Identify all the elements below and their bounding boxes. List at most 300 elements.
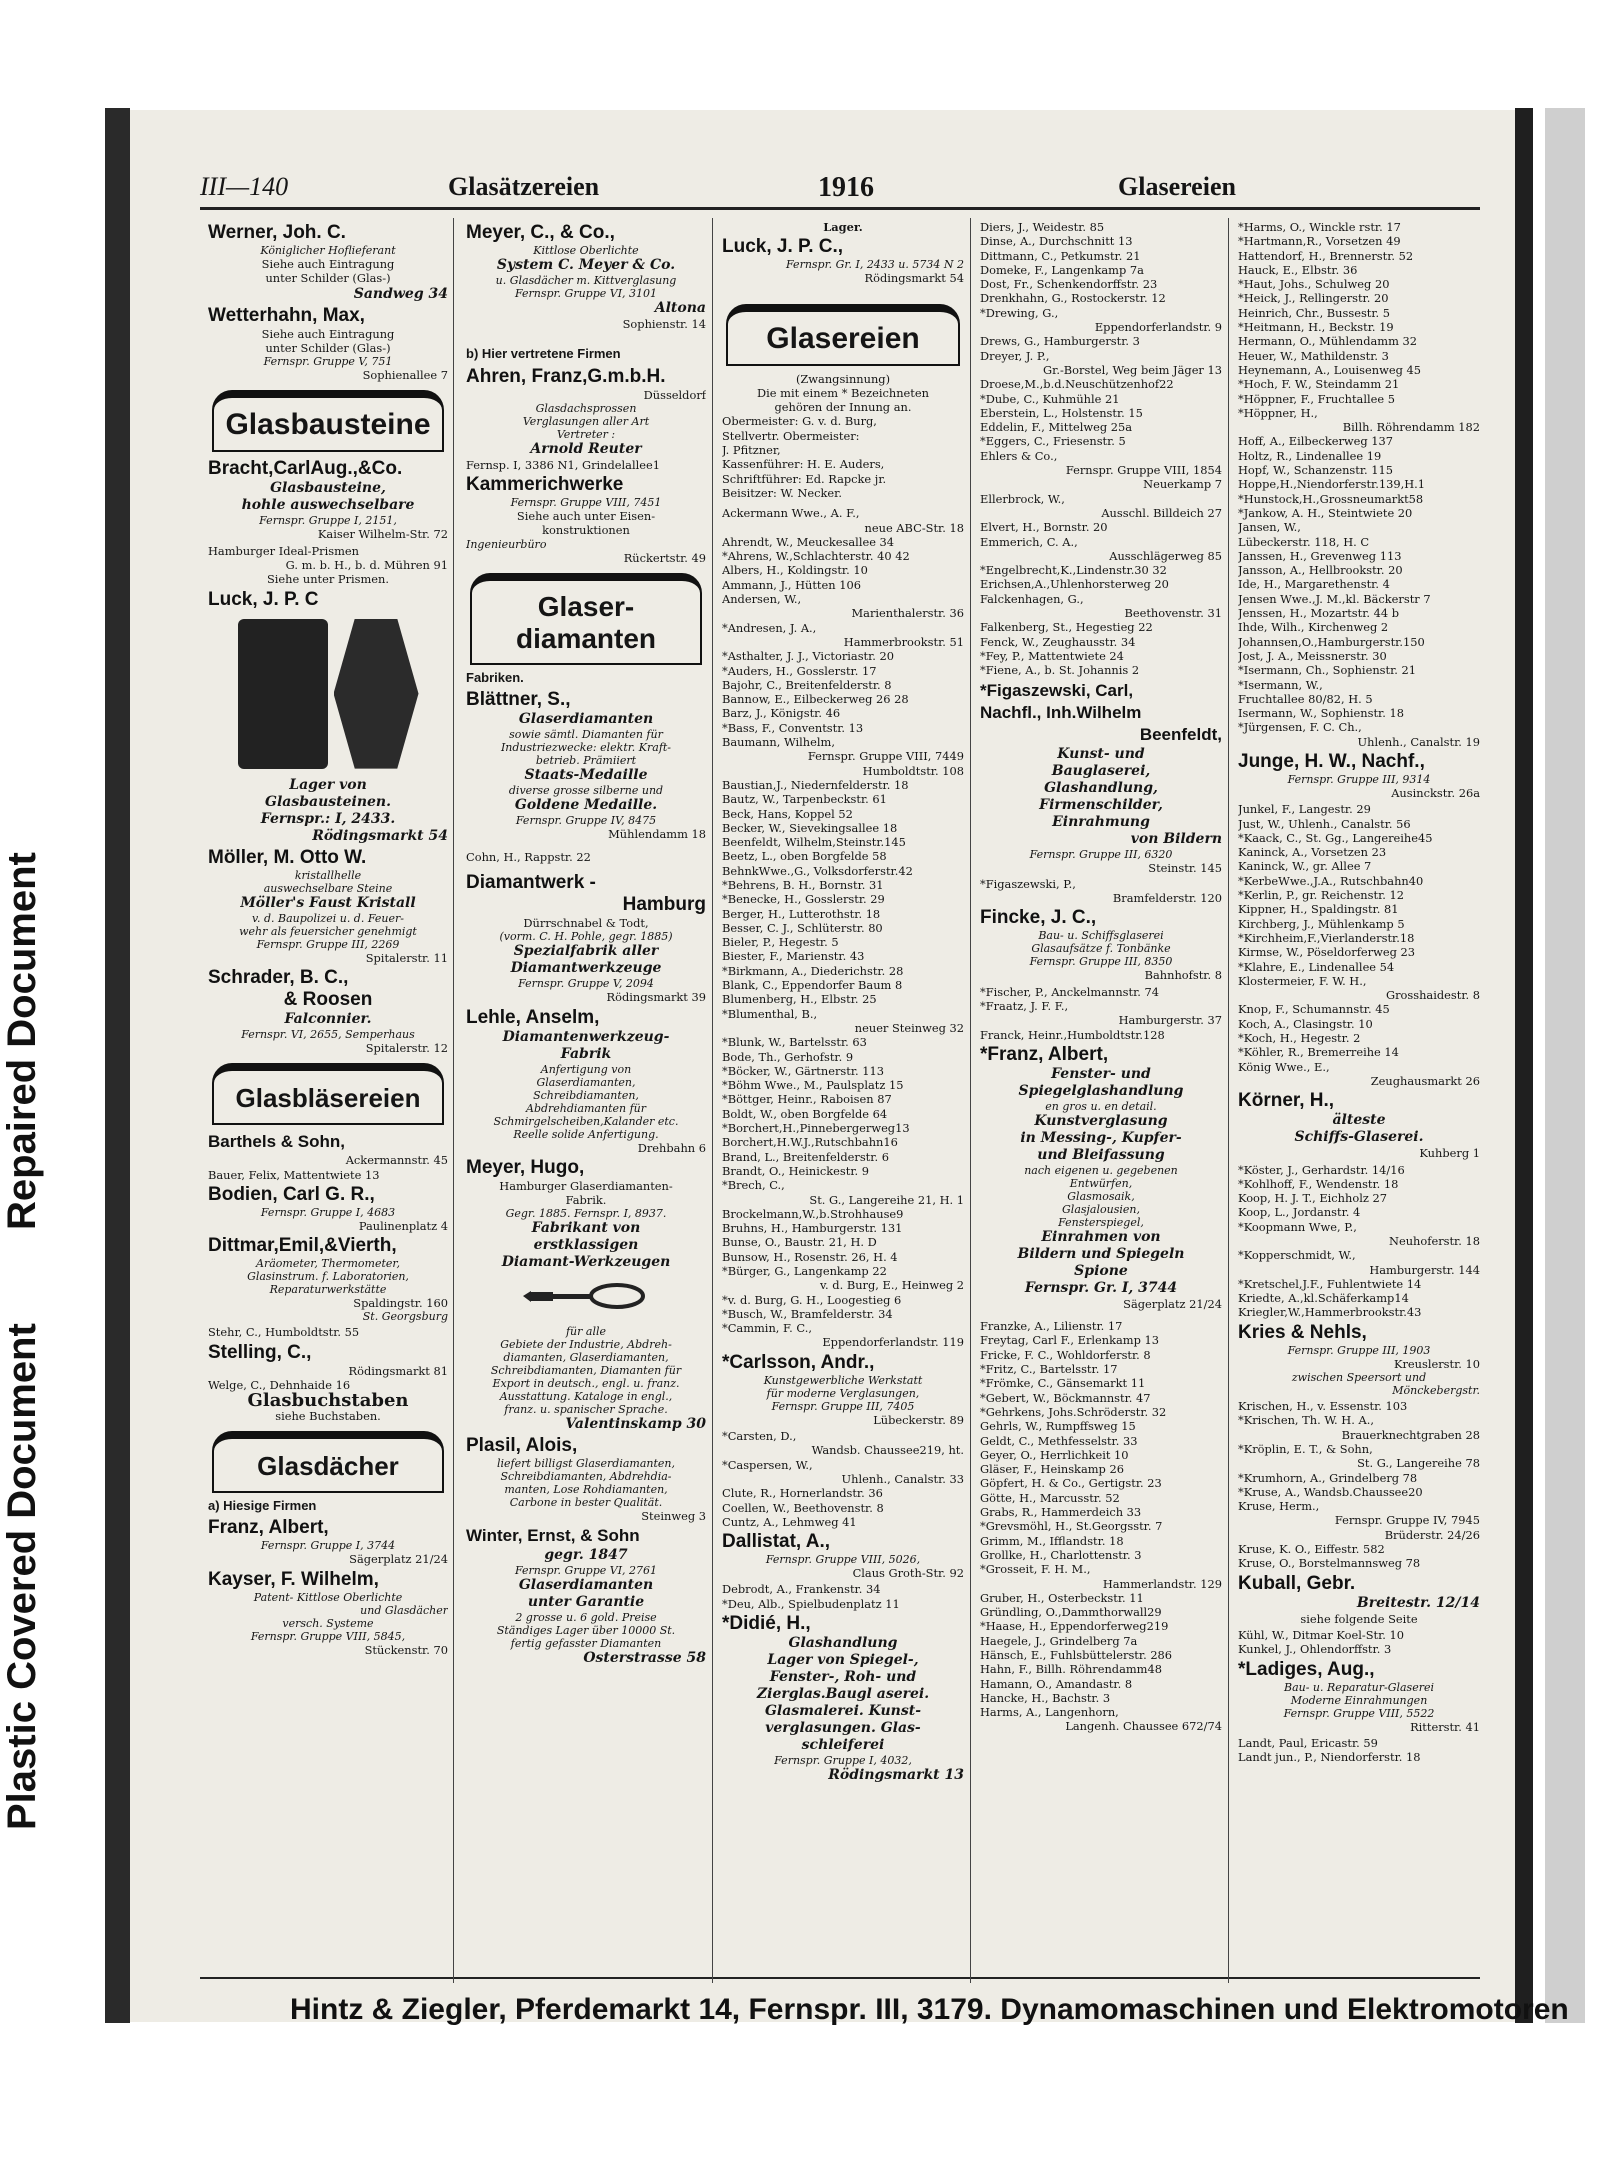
entry-detail: betrieb. Prämiiert: [535, 754, 637, 768]
entry-detail: v. d. Baupolizei u. d. Feuer-: [252, 911, 404, 925]
list-item: Ahrendt, W., Meuckesallee 34: [722, 534, 895, 549]
entry-name: Bracht,CarlAug.,&Co.: [208, 458, 403, 480]
entry-detail: Moderne Einrahmungen: [1290, 1693, 1428, 1707]
list-item: *Cammin, F. C.,: [722, 1321, 812, 1336]
list-item: Kippner, H., Spaldingstr. 81: [1238, 902, 1399, 917]
list-item: Hoff, A., Eilbeckerweg 137: [1238, 434, 1394, 449]
entry-phone: Fernspr. Gruppe VI, 2761: [514, 1564, 658, 1578]
entry-ideal-prismen: [208, 544, 448, 587]
list-item: Kaninck, W., gr. Allee 7: [1238, 859, 1372, 874]
list-item: Hopf, W., Schanzenstr. 115: [1238, 463, 1394, 478]
entry-address: Sophienallee 7: [362, 368, 448, 383]
list-item: Hoppe,H.,Niendorferstr.139,H.1: [1238, 477, 1425, 492]
list-item: Albers, H., Koldingstr. 10: [722, 563, 868, 578]
list-item: St. G., Langereihe 21, H. 1: [809, 1192, 964, 1207]
list-item: Beck, Hans, Koppel 52: [722, 806, 853, 821]
list-item: Drews, G., Hamburgerstr. 3: [980, 334, 1140, 349]
column-1: [208, 220, 448, 1985]
entry-detail: kristallhelle: [294, 868, 362, 882]
entry-detail: Verglasungen aller Art: [522, 414, 650, 428]
list-item: Uhlenh., Canalstr. 19: [1357, 734, 1480, 749]
entry-detail: Anfertigung von: [540, 1062, 632, 1076]
entry-name: Nachfl., Inh.Wilhelm: [980, 702, 1142, 722]
list-item: Dreyer, J. P.,: [980, 348, 1050, 363]
entry-detail: Lager von: [289, 776, 367, 793]
entry-detail: St. Georgsburg: [362, 1310, 448, 1324]
entry-stehr: Stehr, C., Humboldtstr. 55: [208, 1325, 360, 1340]
entry-phone: Fernspr. Gruppe III, 1903: [1287, 1343, 1431, 1357]
list-item: Marienthalerstr. 36: [851, 606, 964, 621]
entry-name: Kries & Nehls,: [1238, 1321, 1367, 1343]
entry-detail: Falconnier.: [284, 1010, 372, 1027]
glaziers-list: [1238, 1628, 1480, 1657]
list-item: Dittmann, C., Petkumstr. 21: [980, 248, 1141, 263]
entry-detail: Lager von Spiegel-,: [767, 1652, 919, 1669]
list-item: Knop, F., Schumannstr. 45: [1238, 1002, 1390, 1017]
list-item: Falckenhagen, G.,: [980, 591, 1084, 606]
list-item: Blumenberg, H., Elbstr. 25: [722, 992, 877, 1007]
entry-detail: älteste: [1332, 1112, 1386, 1129]
entry-detail: Glaserdiamanten: [518, 711, 654, 728]
list-item: *Harms, O., Winckle rstr. 17: [1238, 220, 1401, 234]
list-item: J. Pfitzner,: [722, 443, 781, 458]
list-item: *Kretschel,J.F., Fuhlentwiete 14: [1238, 1276, 1422, 1291]
entry-junge: [1238, 751, 1480, 800]
glaziers-list: [1238, 1736, 1480, 1765]
entry-detail: Glaserdiamanten: [518, 1577, 654, 1594]
entry-name: Beenfeldt,: [1139, 724, 1222, 744]
section-heading-glasdaecher: Glasdächer: [212, 1431, 444, 1493]
list-item: Falkenberg, St., Hegestieg 22: [980, 620, 1153, 635]
entry-name: Hamburg: [622, 893, 706, 915]
entry-detail: Glasinstrum. f. Laboratorien,: [247, 1270, 409, 1284]
list-item: *Höppner, H.,: [1238, 405, 1318, 420]
entry-detail: und Bleifassung: [1037, 1146, 1165, 1163]
list-item: Geyer, O., Herrlichkeit 10: [980, 1447, 1129, 1462]
entry-detail: unter Garantie: [527, 1594, 645, 1611]
entry-detail: Fabrik.: [565, 1193, 607, 1208]
list-item: Johannsen,O.,Hamburgerstr.150: [1238, 634, 1425, 649]
list-item: Kruse, Herm.,: [1238, 1499, 1320, 1514]
list-item: *Isermann, W.,: [1238, 677, 1323, 692]
entry-detail: Schreibdiamanten, Abdrehdia-: [500, 1469, 672, 1483]
list-item: *Böhm Wwe., M., Paulsplatz 15: [722, 1078, 904, 1093]
list-item: *Deu, Alb., Spielbudenplatz 11: [722, 1596, 900, 1611]
list-item: Stellvertr. Obermeister:: [722, 428, 860, 443]
list-item: Ammann, J., Hütten 106: [722, 577, 861, 592]
list-item: Beisitzer: W. Necker.: [722, 485, 842, 500]
entry-name: Fincke, J. C.,: [980, 907, 1097, 929]
list-item: Ide, H., Margarethenstr. 4: [1238, 577, 1390, 592]
column-divider: [970, 218, 971, 1983]
entry-address: Rödingsmarkt 54: [312, 827, 448, 844]
list-item: *Böttger, Heinr., Raboisen 87: [722, 1092, 892, 1107]
entry-address: Bahnhofstr. 8: [1144, 968, 1222, 983]
entry-address: Sägerplatz 21/24: [349, 1552, 448, 1567]
column-5: [1238, 220, 1480, 1985]
list-item: Fruchtallee 80/82, H. 5: [1238, 691, 1373, 706]
list-item: Lübeckerstr. 118, H. C: [1238, 534, 1370, 549]
entry-address: Valentinskamp 30: [565, 1415, 706, 1432]
entry-detail: Glashandlung: [788, 1635, 898, 1652]
entry-detail: Fabrik: [560, 1045, 612, 1062]
entry-detail: en gros u. en detail.: [1045, 1099, 1157, 1113]
entry-name: Dittmar,Emil,&Vierth,: [208, 1235, 397, 1257]
list-item: *Krischen, Th. W. H. A.,: [1238, 1413, 1374, 1428]
list-item: Kruse, O., Borstelmannsweg 78: [1238, 1556, 1421, 1571]
entry-detail: sowie sämtl. Diamanten für: [509, 728, 663, 742]
list-item: *Busch, W., Bramfelderstr. 34: [722, 1306, 893, 1321]
list-item: Ausschl. Billdeich 27: [1101, 505, 1222, 520]
entry-detail: Glasmalerei. Kunst-: [764, 1703, 922, 1720]
entry-detail: fertig gefasster Diamanten: [510, 1637, 662, 1651]
entry-carlsson: [722, 1352, 964, 1427]
entry-phone: Fernspr. Gruppe VIII, 5845,: [250, 1629, 406, 1643]
entry-detail: Ausstattung. Kataloge in engl.,: [499, 1389, 673, 1403]
entry-detail: Siehe auch Eintragung: [261, 326, 395, 341]
list-item: Fricke, F. C., Wohldorferstr. 8: [980, 1347, 1151, 1362]
list-item: *Isermann, Ch., Sophienstr. 21: [1238, 663, 1417, 678]
list-item: neue ABC-Str. 18: [864, 520, 964, 535]
entry-detail: Dürrschnabel & Todt,: [523, 915, 649, 930]
list-item: *Jürgensen, F. C. Ch.,: [1238, 720, 1362, 735]
subsection-heading: a) Hiesige Firmen: [208, 1497, 317, 1513]
list-item: Drenkhahn, G., Rostockerstr. 12: [980, 291, 1166, 306]
entry-detail: Hamburger Glaserdiamanten-: [499, 1178, 673, 1193]
list-item: *Böcker, W., Gärtnerstr. 113: [722, 1063, 884, 1078]
list-item: Beethovenstr. 31: [1124, 606, 1222, 621]
entry-phone: Fernspr. Gruppe III, 2269: [256, 937, 400, 951]
entry-name: *Franz, Albert,: [980, 1043, 1109, 1065]
list-item: Fernspr. Gruppe VIII, 7449: [807, 749, 964, 764]
entry-phone: Fernspr. Gruppe III, 6320: [1029, 847, 1173, 861]
list-item: Droese,M.,b.d.Neuschützenhof22: [980, 377, 1174, 392]
entry-detail: nach eigenen u. gegebenen: [1024, 1163, 1178, 1177]
list-item: *Hoch, F. W., Steindamm 21: [1238, 377, 1400, 392]
list-item: Becker, W., Sievekingsallee 18: [722, 820, 898, 835]
page-edge-right: [1545, 108, 1585, 2023]
plastic-covered-document-label: Plastic Covered Document: [0, 1323, 44, 1830]
subsection-heading: b) Hier vertretene Firmen: [466, 346, 621, 362]
entry-detail: Aräometer, Thermometer,: [256, 1257, 400, 1271]
list-item: *Caspersen, W.,: [722, 1457, 813, 1472]
entry-detail: G. m. b. H., b. d. Mühren 91: [285, 558, 448, 573]
entry-address: Sophienstr. 14: [622, 317, 706, 331]
list-item: *Carsten, D.,: [722, 1429, 797, 1444]
list-item: *Haut, Johs., Schulweg 20: [1238, 277, 1390, 292]
entry-name: *Carlsson, Andr.,: [722, 1351, 875, 1373]
entry-phone: Fernspr. Gruppe VIII, 7451: [510, 496, 662, 510]
list-item: Ellerbrock, W.,: [980, 491, 1065, 506]
entry-detail: Kunstgewerbliche Werkstatt: [763, 1373, 923, 1387]
list-item: Junkel, F., Langestr. 29: [1238, 802, 1371, 817]
list-item: Hänsch, E., Fuhlsbüttelerstr. 286: [980, 1648, 1173, 1662]
list-item: *Köhler, R., Bremerreihe 14: [1238, 1045, 1399, 1060]
list-item: Just, W., Uhlenh., Canalstr. 56: [1238, 816, 1411, 831]
entry-phone: Fernspr. Gruppe VIII, 5026,: [765, 1553, 921, 1567]
entry-address: Rödingsmarkt 81: [348, 1363, 448, 1378]
list-item: *Jankow, A. H., Steintwiete 20: [1238, 505, 1413, 520]
entry-detail: Kittlose Oberlichte: [533, 244, 639, 257]
list-item: Fenck, W., Zeughausstr. 34: [980, 634, 1136, 649]
entry-name: Blättner, S.,: [466, 689, 571, 711]
entry-name: Werner, Joh. C.: [208, 222, 346, 243]
entry-detail: Glasjalousien,: [1062, 1202, 1140, 1216]
entry-name: Möller, M. Otto W.: [208, 846, 367, 868]
entry-address: Ritterstr. 41: [1410, 1719, 1480, 1734]
entry-phone: Gegr. 1885. Fernspr. I, 8937.: [505, 1207, 667, 1221]
list-item: Hermann, O., Mühlendamm 32: [1238, 334, 1418, 349]
list-item: Kassenführer: H. E. Auders,: [722, 457, 885, 472]
entry-detail: unter Schilder (Glas-): [265, 340, 391, 355]
list-item: Eppendorferlandstr. 9: [1094, 320, 1222, 335]
list-item: Langenh. Chaussee 672/74: [1065, 1719, 1222, 1734]
list-item: Götte, H., Marcusstr. 52: [980, 1490, 1120, 1505]
entry-detail: Schreibdiamanten,: [533, 1088, 639, 1102]
entry-moeller: [208, 847, 448, 965]
entry-detail: für moderne Verglasungen,: [766, 1386, 920, 1400]
list-item: *Klahre, E., Lindenallee 54: [1238, 959, 1395, 974]
list-item: neuer Steinweg 32: [854, 1020, 964, 1035]
column-2: [466, 220, 706, 1985]
list-item: Fernspr. Gruppe VIII, 1854: [1065, 463, 1222, 478]
entry-name: Meyer, Hugo,: [466, 1156, 585, 1178]
entry-phone: Fernspr. Gruppe IV, 8475: [515, 814, 657, 828]
list-item: Grabs, R., Hammerdeich 33: [980, 1505, 1142, 1520]
year: 1916: [818, 172, 874, 203]
list-item: Bruhns, H., Hamburgerstr. 131: [722, 1221, 903, 1236]
entry-detail: Hamburger Ideal-Prismen: [208, 543, 359, 558]
list-item: *Eggers, C., Friesenstr. 5: [980, 434, 1126, 449]
list-item: Kaninck, A., Vorsetzen 23: [1238, 845, 1387, 860]
entry-detail: und Glasdächer: [360, 1603, 448, 1617]
column-divider: [453, 218, 454, 1983]
list-item: Hahn, F., Billh. Röhrendamm48: [980, 1662, 1162, 1677]
list-item: Gläser, F., Heinskamp 26: [980, 1462, 1124, 1477]
entry-detail: Abdrehdiamanten für: [526, 1101, 646, 1115]
entry-detail: Fenster-, Roh- und: [769, 1669, 917, 1686]
list-item: *Kerlin, P., gr. Reichenstr. 12: [1238, 888, 1404, 903]
list-item: *Grevsmöhl, H., St.Georgsstr. 7: [980, 1519, 1163, 1534]
list-item: Debrodt, A., Frankenstr. 34: [722, 1582, 881, 1597]
page-number: III—140: [200, 172, 289, 201]
entry-address: Sägerplatz 21/24: [1123, 1296, 1222, 1311]
entry-detail: Welge, C., Dehnhaide 16: [208, 1378, 351, 1393]
entry-name: *Ladiges, Aug.,: [1238, 1658, 1375, 1680]
section-heading-glasbausteine: Glasbausteine: [212, 390, 444, 452]
list-item: Heuer, W., Mathildenstr. 3: [1238, 348, 1389, 363]
entry-detail: wehr als feuersicher genehmigt: [239, 924, 417, 938]
entry-detail: Diamant-Werkzeugen: [501, 1254, 671, 1271]
list-item: *Fey, P., Mattentwiete 24: [980, 648, 1124, 663]
entry-name: Franz, Albert,: [208, 1517, 329, 1539]
entry-name: Luck, J. P. C.,: [722, 236, 844, 258]
entry-name: Meyer, C., & Co.,: [466, 222, 615, 243]
entry-detail: Düsseldorf: [643, 387, 706, 402]
left-running-title: Glasätzereien: [448, 172, 600, 201]
list-item: *Koch, H., Hegestr. 2: [1238, 1031, 1361, 1046]
list-item: *Kohlhoff, F., Wendenstr. 18: [1238, 1176, 1399, 1191]
entry-address: Kreuslerstr. 10: [1393, 1356, 1480, 1371]
entry-detail: Reparaturwerkstätte: [269, 1283, 387, 1297]
list-item: Borchert,H.W.J.,Rutschbahn16: [722, 1135, 898, 1150]
entry-detail: 2 grosse u. 6 gold. Preise: [515, 1611, 657, 1625]
section-heading-glasereien: Glasereien: [726, 304, 960, 366]
list-item: *Höppner, F., Fruchtallee 5: [1238, 391, 1395, 406]
list-item: Berger, H., Lutterothstr. 18: [722, 906, 881, 921]
entry-barthels: [208, 1131, 448, 1182]
entry-dittmar: [208, 1235, 448, 1323]
entry-detail: Reelle solide Anfertigung.: [513, 1127, 659, 1141]
list-item: *Fraatz, J. F. F.,: [980, 998, 1069, 1013]
list-item: Gründling, O.,Dammthorwall29: [980, 1605, 1162, 1620]
list-item: König Wwe., E.,: [1238, 1059, 1330, 1074]
entry-detail: Altona: [654, 300, 706, 316]
section-note: (Zwangsinnung): [795, 371, 891, 386]
entry-address: Lübeckerstr. 89: [873, 1412, 964, 1427]
entry-phone: Fernspr. Gr. I, 3744: [1024, 1279, 1178, 1296]
column-4: [980, 220, 1222, 1985]
entry-name: Bodien, Carl G. R.,: [208, 1183, 375, 1205]
list-item: Heynemann, A., Louisenweg 45: [1238, 362, 1422, 377]
entry-werner: [208, 222, 448, 303]
entry-detail: Spezialfabrik aller: [513, 943, 659, 960]
list-item: Billh. Röhrendamm 182: [1342, 420, 1480, 435]
entry-franz: [208, 1517, 448, 1566]
entry-detail: hohle auswechselbare: [241, 497, 415, 514]
entry-phone: Fernspr. Gruppe V, 751: [263, 355, 393, 369]
footer-advertisement: Hintz & Ziegler, Pferdemarkt 14, Fernspr. III, 3179. Dynamomaschinen und Elektromotoren: [290, 1993, 1569, 2026]
list-item: Dinse, A., Durchschnitt 13: [980, 234, 1133, 249]
entry-winter: [466, 1525, 706, 1667]
entry-detail: Königlicher Hoflieferant: [260, 244, 396, 257]
list-item: Hauck, E., Elbstr. 36: [1238, 262, 1358, 277]
entry-address: Osterstrasse 58: [583, 1650, 706, 1667]
list-item: *v. d. Burg, G. H., Loogestieg 6: [722, 1292, 902, 1307]
list-item: *Kröplin, E. T., & Sohn,: [1238, 1441, 1373, 1456]
list-item: Koop, L., Jordanstr. 4: [1238, 1205, 1361, 1220]
list-item: *Birkmann, A., Diederichstr. 28: [722, 963, 904, 978]
list-item: Franck, Heinr.,Humboldtstr.128: [980, 1027, 1165, 1042]
list-item: Elvert, H., Bornstr. 20: [980, 520, 1108, 535]
entry-name: Dallistat, A.,: [722, 1531, 831, 1553]
entry-address: Steinstr. 145: [1148, 860, 1222, 875]
entry-phone: Fernspr. Gruppe I, 3744: [260, 1539, 396, 1553]
list-item: Diers, J., Weidestr. 85: [980, 220, 1105, 234]
entry-detail: diverse grosse silberne und: [508, 784, 664, 798]
entry-detail: Glashandlung,: [1044, 779, 1158, 796]
entry-address: Stückenstr. 70: [364, 1642, 448, 1657]
entry-detail: Lager.: [823, 220, 863, 234]
entry-diamantwerk: [466, 872, 706, 1005]
guild-officers-list: [722, 414, 964, 500]
entry-phone: Fernspr. Gruppe III, 9314: [1287, 772, 1431, 786]
list-item: *KerbeWwe.,J.A., Rutschbahn40: [1238, 873, 1424, 888]
entry-lehle: [466, 1007, 706, 1155]
entry-detail: liefert billigst Glaserdiamanten,: [497, 1456, 675, 1470]
list-item: Brockelmann,W.,b.Strohhause9: [722, 1206, 904, 1221]
glaziers-list: [722, 1429, 964, 1529]
list-item: *Kaack, C., St. Gg., Langereihe45: [1238, 830, 1433, 845]
list-item: Brandt, O., Heinickestr. 9: [722, 1163, 870, 1178]
list-item: Hamburgerstr. 37: [1118, 1013, 1222, 1028]
list-item: *Heitmann, H., Beckstr. 19: [1238, 320, 1394, 335]
entry-name: Kuball, Gebr.: [1238, 1572, 1356, 1594]
list-item: Dost, Fr., Schenkendorffstr. 23: [980, 277, 1158, 292]
entry-name: Kayser, F. Wilhelm,: [208, 1568, 379, 1590]
list-item: Brauerknechtgraben 28: [1341, 1427, 1480, 1442]
list-item: Janssen, H., Grevenweg 113: [1238, 548, 1402, 563]
entry-detail: diamanten, Glaserdiamanten,: [503, 1350, 669, 1364]
entry-kayser: [208, 1569, 448, 1657]
list-item: Domeke, F., Langenkamp 7a: [980, 262, 1144, 277]
list-item: Besser, C. J., Schlüterstr. 80: [722, 920, 883, 935]
list-item: Kirmse, W., Pöseldorferweg 23: [1238, 945, 1415, 960]
entry-address: Rückertstr. 49: [623, 550, 706, 565]
list-item: Cuntz, A., Lehmweg 41: [722, 1514, 857, 1529]
list-item: Wandsb. Chaussee219, ht.: [811, 1443, 964, 1458]
entry-name: Schrader, B. C.,: [208, 966, 349, 988]
entry-phone: Fernspr. Gruppe VIII, 5522: [1283, 1706, 1435, 1720]
entry-address: Bramfelderstr. 120: [1112, 891, 1222, 906]
list-item: *Engelbrecht,K.,Lindenstr.30 32: [980, 563, 1167, 578]
entry-meyer-hugo: [466, 1157, 706, 1433]
list-item: *Asthalter, J. J., Victoriastr. 20: [722, 649, 895, 664]
entry-detail: Bauer, Felix, Mattentwiete 13: [208, 1167, 380, 1182]
list-item: *Krumhorn, A., Grindelberg 78: [1238, 1470, 1418, 1485]
entry-kuball: [1238, 1573, 1480, 1626]
list-item: Brand, L., Breitenfelderstr. 6: [722, 1149, 889, 1164]
glass-block-image: [238, 619, 328, 769]
column-divider: [1228, 218, 1229, 1983]
list-item: Barz, J., Königstr. 46: [722, 706, 841, 721]
entry-address: Ausinckstr. 26a: [1391, 785, 1480, 800]
list-item: *Benecke, H., Gosslerstr. 29: [722, 892, 885, 907]
entry-address: Paulinenplatz 4: [358, 1218, 448, 1233]
list-item: *Gebert, W., Böckmannstr. 47: [980, 1390, 1151, 1405]
list-item: *Hunstock,H.,Grossneumarkt58: [1238, 491, 1424, 506]
entry-dallistat: [722, 1531, 964, 1580]
list-item: *Fiene, A., b. St. Johannis 2: [980, 663, 1140, 678]
entry-detail: gegr. 1847: [544, 1547, 628, 1564]
entry-detail: Staats-Medaille: [524, 767, 648, 784]
entry-detail: Diamantenwerkzeug-: [502, 1028, 670, 1045]
entry-address: Spaldingstr. 160: [353, 1296, 448, 1311]
section-note: Die mit einem * Bezeichneten: [757, 385, 929, 400]
list-item: Krischen, H., v. Essenstr. 103: [1238, 1399, 1408, 1414]
list-item: Jost, J. A., Meissnerstr. 30: [1238, 648, 1387, 663]
entry-detail: Industriezwecke: elektr. Kraft-: [500, 741, 672, 755]
entry-blaettner: [466, 689, 706, 841]
list-item: Obermeister: G. v. d. Burg,: [722, 414, 877, 429]
entry-detail: Glasbausteinen.: [265, 793, 391, 810]
entry-detail: von Bildern: [1130, 830, 1222, 847]
section-reference: siehe Buchstaben.: [275, 1408, 381, 1423]
list-item: *Frömke, C., Gänsemarkt 11: [980, 1376, 1146, 1391]
entry-address: Claus Groth-Str. 92: [852, 1566, 964, 1581]
entry-detail: Ständiges Lager über 10000 St.: [496, 1624, 676, 1638]
entry-cohn: Cohn, H., Rappstr. 22: [466, 849, 591, 864]
entry-franz-albert: [980, 1044, 1222, 1311]
entry-address: Spitalerstr. 11: [365, 950, 448, 965]
list-item: Grosshaidestr. 8: [1386, 988, 1480, 1003]
entry-phone: Fernspr. Gruppe V, 2094: [518, 977, 654, 991]
entry-name: Barthels & Sohn,: [208, 1132, 345, 1152]
entry-phone: Fernspr. VI, 2655, Semperhaus: [241, 1027, 415, 1041]
entry-detail: Kunst- und: [1057, 745, 1145, 762]
entry-detail: Schiffs-Glaserei.: [1294, 1129, 1424, 1146]
entry-name: Luck, J. P. C: [208, 588, 319, 610]
